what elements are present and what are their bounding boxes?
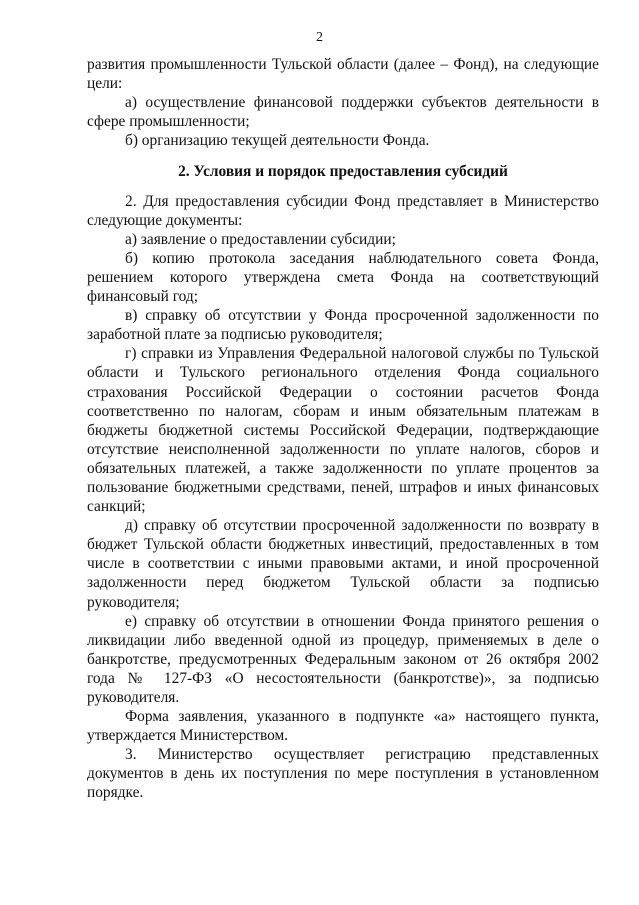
paragraph-clause-3: 3. Министерство осуществляет регистрацию представленных документов в день их поступления по мере поступления в установленном порядке. bbox=[87, 746, 599, 802]
paragraph-form-note: Форма заявления, указанного в подпункте «а» настоящего пункта, утверждается Министерством. bbox=[87, 708, 599, 745]
paragraph-goal-a: а) осуществление финансовой поддержки субъектов деятельности в сфере промышленности; bbox=[87, 94, 599, 131]
list-item-v: в) справку об отсутствии у Фонда просроченной задолженности по заработной плате за подписью руководителя; bbox=[87, 307, 599, 344]
paragraph-intro-continued: развития промышленности Тульской области (далее – Фонд), на следующие цели: bbox=[87, 56, 599, 93]
list-item-e: е) справку об отсутствии в отношении Фонда принятого решения о ликвидации либо введенной одной из процедур, применяемых в деле о банкротстве, предусмотренных Федеральным законом от 26 октября 2002 года № 127-ФЗ «О несостоятельности (банкротстве)», за подписью руководителя. bbox=[87, 612, 599, 706]
list-item-a: а) заявление о предоставлении субсидии; bbox=[125, 230, 396, 248]
document-body bbox=[87, 55, 599, 803]
list-item-g: г) справки из Управления Федеральной налоговой службы по Тульской области и Тульского регионального отделения Фонда социального страхования Российской Федерации о состоянии расчетов Фонда соответственно по налогам, сборам и иным обязательным платежам в бюджеты бюджетной системы Российской Федерации, подтверждающие отсутствие неисполненной задолженности по уплате налогов, сборов и обязательных платежей, а также задолженности по уплате процентов за пользование бюджетными средствами, пеней, штрафов и иных финансовых санкций; bbox=[87, 345, 599, 516]
paragraph-goal-b: б) организацию текущей деятельности Фонда. bbox=[125, 132, 430, 150]
list-item-b: б) копию протокола заседания наблюдательного совета Фонда, решением которого утверждена смета Фонда на соответствующий финансовый год; bbox=[87, 249, 599, 306]
page-number: 2 bbox=[316, 30, 323, 45]
list-item-d: д) справку об отсутствии просроченной задолженности по возврату в бюджет Тульской области бюджетных инвестиций, предоставленных в том числе в соответствии с иными правовыми актами, и иной просроченной задолженности перед бюджетом Тульской области за подписью руководителя; bbox=[87, 517, 599, 611]
paragraph-clause-2: 2. Для предоставления субсидии Фонд представляет в Министерство следующие документы: bbox=[87, 192, 599, 229]
section-heading: 2. Условия и порядок предоставления субсидий bbox=[178, 163, 508, 181]
